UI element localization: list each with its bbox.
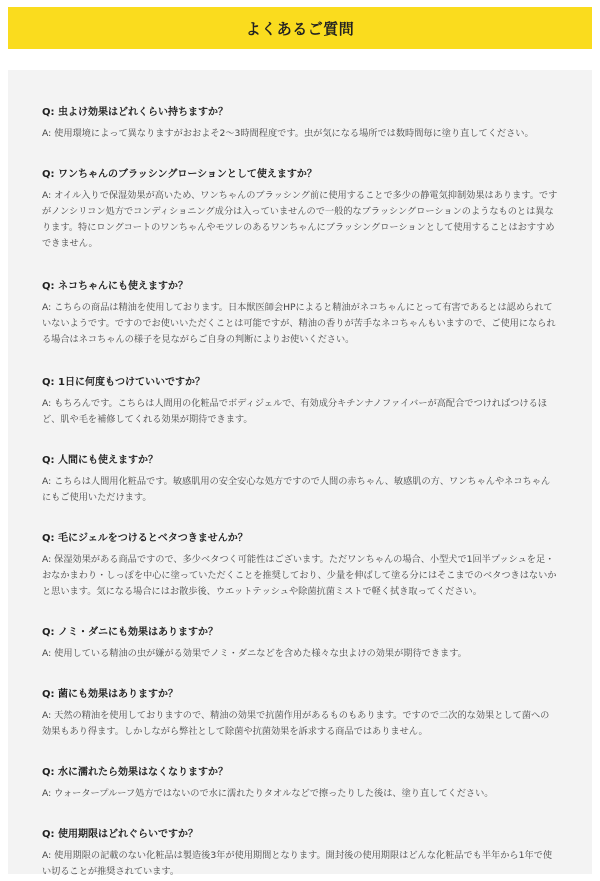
faq-answer: A: 天然の精油を使用しておりますので、精油の効果で抗菌作用があるものもあります。ですので二次的な効果として菌への効果もあり得ます。しかしながら弊社として除菌や抗菌効果を訴求する商品ではありません。 [42, 710, 550, 737]
faq-item [42, 106, 558, 142]
faq-answer: A: こちらの商品は精油を使用しております。日本獣医師会HPによると精油がネコちゃんにとって有害であるとは認められていないようです。ですのでお使いいただくことは可能ですが、精油の香りが苦手なネコちゃんもいますので、ご使用になられる場合はネコちゃんの様子を見ながらご自身の判断によりお使いください。 [42, 302, 556, 345]
faq-answer: A: 保湿効果がある商品ですので、多少ベタつく可能性はございます。ただワンちゃんの場合、小型犬で1回半プッシュを足・おなかまわり・しっぽを中心に塗っていただくことを推奨しており、少量を伸ばして塗る分にはそこまでのベタつきはないかと思います。気になる場合にはお散歩後、ウエットテッシュや除菌抗菌ミストで軽く拭き取ってください。 [42, 554, 557, 597]
faq-item [42, 828, 558, 880]
faq-question: Q: 1日に何度もつけていいですか？ [42, 377, 205, 388]
faq-answer: A: 使用環境によって異なりますがおおよそ2〜3時間程度です。虫が気になる場所では数時間毎に塗り直してください。 [42, 128, 534, 139]
faq-item [42, 766, 558, 802]
faq-question: Q: 毛にジェルをつけるとベタつきませんか？ [42, 533, 248, 544]
faq-question: Q: 虫よけ効果はどれくらい持ちますか？ [42, 107, 228, 118]
faq-answer: A: もちろんです。こちらは人間用の化粧品でボディジェルで、有効成分キチンナノファイバーが高配合でつければつけるほど、肌や毛を補修してくれる効果が期待できます。 [42, 398, 547, 425]
faq-question: Q: ネコちゃんにも使えますか？ [42, 281, 188, 292]
faq-question: Q: ノミ・ダニにも効果はありますか？ [42, 627, 218, 638]
faq-list [8, 70, 592, 877]
faq-answer: A: オイル入りで保湿効果が高いため、ワンちゃんのブラッシング前に使用することで多少の静電気抑制効果はあります。ですがノンシリコン処方でコンディショニング成分は入っていませんので一般的なブラッシングローションのようなものとは異なります。特にロングコートのワンちゃんやモツレのあるワンちゃんにブラッシングローションとして使用することはおすすめできません。 [42, 190, 558, 249]
faq-item [42, 168, 558, 252]
faq-item [42, 532, 558, 600]
faq-item [42, 280, 558, 348]
faq-answer: A: 使用期限の記載のない化粧品は製造後3年が使用期間となります。開封後の使用期限はどんな化粧品でも半年から1年で使い切ることが推奨されています。 [42, 850, 553, 877]
faq-header [8, 7, 592, 49]
faq-answer: A: こちらは人間用化粧品です。敏感肌用の安全安心な処方ですので人間の赤ちゃん、敏感肌の方、ワンちゃんやネコちゃんにもご使用いただけます。 [42, 476, 551, 503]
faq-item [42, 376, 558, 428]
faq-item [42, 688, 558, 740]
faq-question: Q: 菌にも効果はありますか？ [42, 689, 178, 700]
page-title: よくあるご質問 [245, 19, 355, 38]
faq-question: Q: 使用期限はどれぐらいですか？ [42, 829, 198, 840]
faq-item [42, 454, 558, 506]
faq-question: Q: 人間にも使えますか？ [42, 455, 158, 466]
faq-answer: A: 使用している精油の虫が嫌がる効果でノミ・ダニなどを含めた様々な虫よけの効果が期待できます。 [42, 648, 467, 659]
faq-question: Q: 水に濡れたら効果はなくなりますか？ [42, 767, 228, 778]
faq-question: Q: ワンちゃんのブラッシングローションとして使えますか？ [42, 169, 317, 180]
faq-answer: A: ウォータープルーフ処方ではないので水に濡れたりタオルなどで擦ったりした後は、塗り直してください。 [42, 788, 494, 799]
faq-item [42, 626, 558, 662]
